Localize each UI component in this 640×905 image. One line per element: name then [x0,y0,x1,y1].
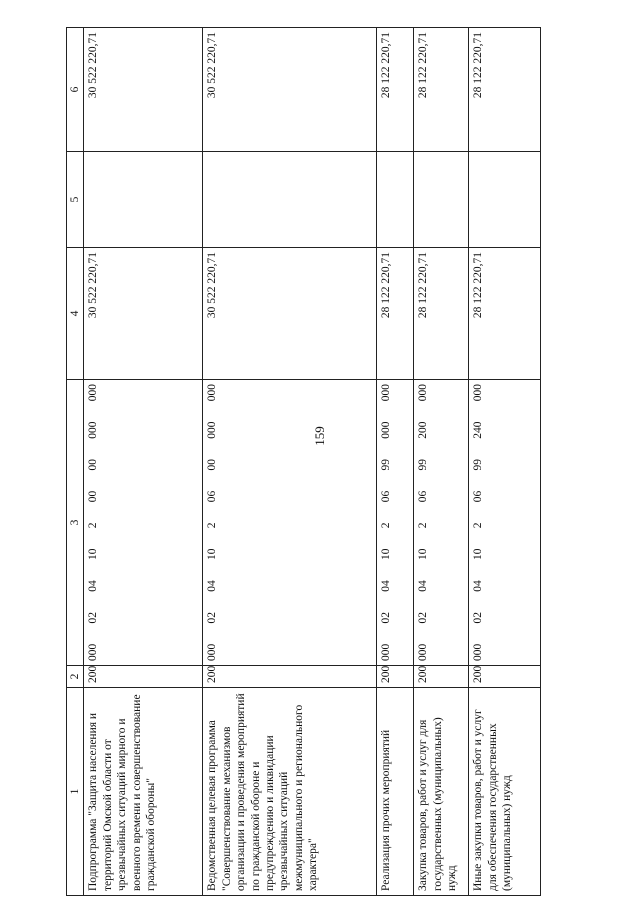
code-part: 06 [206,490,219,503]
header-cell: 2 [67,666,84,688]
row-col5 [203,152,377,248]
code-part: 10 [380,548,393,560]
code-part: 000 [417,643,430,661]
header-cell: 3 [67,380,84,666]
code-part: 000 [380,384,393,402]
code-part: 000 [87,643,100,661]
code-part: 2 [472,522,485,529]
row-col6: 30 522 220,71 [84,28,203,152]
code-part: 000 [206,384,219,402]
row-col5 [84,152,203,248]
row-col4: 30 522 220,71 [203,248,377,380]
code-part: 02 [380,612,393,624]
code-part: 00 [87,490,100,503]
row-name: Закупка товаров, работ и услуг для государственных (муниципальных) нужд [414,688,469,896]
code-part: 2 [380,522,393,529]
row-name: Реализация прочих мероприятий [377,688,414,896]
code-part: 04 [417,580,430,592]
row-code [414,380,469,666]
code-part: 240 [472,421,485,439]
code-part: 02 [417,612,430,624]
code-part: 06 [417,490,430,503]
table-row [414,28,469,896]
code-part: 99 [417,459,430,471]
row-col4: 30 522 220,71 [84,248,203,380]
code-part: 02 [87,612,100,624]
code-part: 00 [206,459,219,471]
table-row [469,28,541,896]
table-row [377,28,414,896]
row-col2: 200 [84,666,203,688]
code-part: 06 [472,490,485,503]
code-part: 000 [87,421,100,439]
code-part: 02 [206,612,219,624]
row-col5 [414,152,469,248]
code-part: 000 [87,384,100,402]
code-part: 04 [206,580,219,592]
code-part: 02 [472,612,485,624]
budget-table-container [66,28,514,896]
row-code [84,380,203,666]
header-cell: 4 [67,248,84,380]
row-col6: 28 122 220,71 [414,28,469,152]
code-part: 000 [472,384,485,402]
code-part: 200 [417,421,430,439]
row-col4: 28 122 220,71 [414,248,469,380]
row-code [377,380,414,666]
code-part: 10 [417,548,430,560]
code-part: 2 [206,522,219,529]
table-header-row [67,28,84,896]
code-part: 99 [472,459,485,471]
code-part: 99 [380,459,393,471]
code-part: 000 [206,643,219,661]
row-code [203,380,377,666]
code-part: 000 [380,421,393,439]
code-part: 000 [472,643,485,661]
code-part: 06 [380,490,393,503]
code-part: 04 [87,580,100,592]
row-col4: 28 122 220,71 [377,248,414,380]
code-part: 000 [380,643,393,661]
header-cell: 1 [67,688,84,896]
row-col2: 200 [469,666,541,688]
code-part: 10 [472,548,485,560]
table-row [203,28,377,896]
budget-table [66,27,541,896]
code-part: 04 [472,580,485,592]
code-part: 04 [380,580,393,592]
row-name: Ведомственная целевая программа "Совершенствование механизмов организации и проведения мероприятий по гражданской обороне и предупреждению и ликвидации чрезвычайных ситуаций межмуниципального и регионального характера" [203,688,377,896]
header-cell: 5 [67,152,84,248]
row-col6: 28 122 220,71 [469,28,541,152]
row-col6: 30 522 220,71 [203,28,377,152]
code-part: 000 [417,384,430,402]
code-part: 00 [87,459,100,471]
row-col4: 28 122 220,71 [469,248,541,380]
row-col6: 28 122 220,71 [377,28,414,152]
row-code [469,380,541,666]
row-name: Подпрограмма "Защита населения и территорий Омской области от чрезвычайных ситуаций мирного и военного времени и совершенствование гражданской обороны" [84,688,203,896]
page-number: 159 [312,426,327,446]
header-cell: 6 [67,28,84,152]
code-part: 2 [87,522,100,529]
code-part: 10 [206,548,219,560]
row-name: Иные закупки товаров, работ и услуг для обеспечения государственных (муниципальных) нужд [469,688,541,896]
table-row [84,28,203,896]
row-col5 [469,152,541,248]
code-part: 000 [206,421,219,439]
row-col5 [377,152,414,248]
row-col2: 200 [414,666,469,688]
code-part: 10 [87,548,100,560]
row-col2: 200 [377,666,414,688]
code-part: 2 [417,522,430,529]
row-col2: 200 [203,666,377,688]
